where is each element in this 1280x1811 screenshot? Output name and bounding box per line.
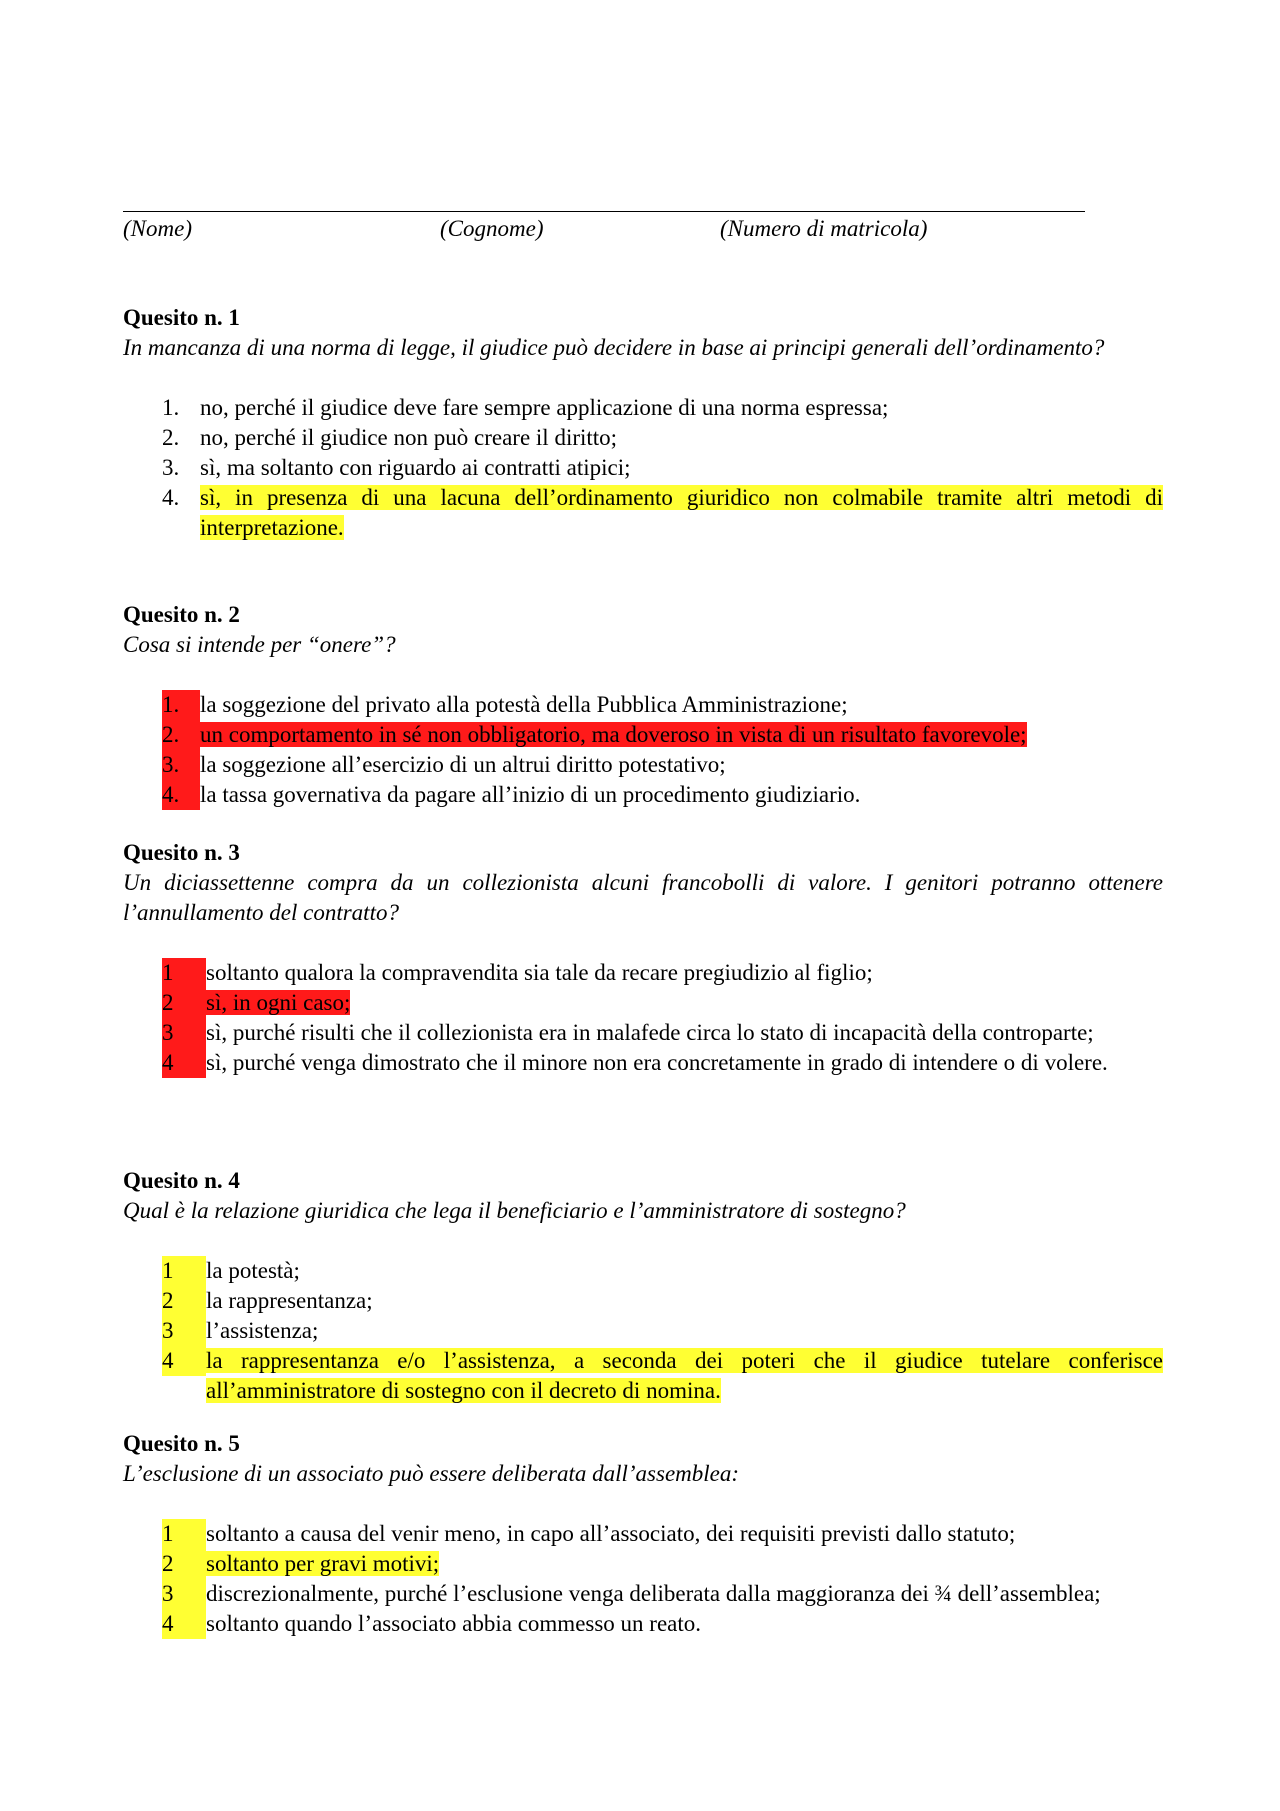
option-3 bbox=[123, 453, 1163, 483]
question-text: Qual è la relazione giuridica che lega il beneficiario e l’amministratore di sostegno? bbox=[123, 1198, 906, 1223]
option-text: la rappresentanza; bbox=[206, 1288, 373, 1313]
cognome-label: (Cognome) bbox=[440, 216, 544, 241]
question-title: Quesito n. 3 bbox=[123, 840, 240, 865]
question-text: In mancanza di una norma di legge, il giudice può decidere in base ai principi generali dell’ordinamento? bbox=[123, 335, 1105, 360]
option-text bbox=[200, 483, 1163, 543]
option-text: no, perché il giudice deve fare sempre applicazione di una norma espressa; bbox=[200, 395, 889, 420]
option-1 bbox=[123, 1519, 1163, 1549]
option-text: discrezionalmente, purché l’esclusione venga deliberata dalla maggioranza dei ¾ dell’assemblea; bbox=[206, 1581, 1101, 1606]
option-4 bbox=[123, 483, 1163, 543]
signature-line bbox=[123, 211, 1085, 212]
question-2 bbox=[123, 600, 1163, 810]
question-title: Quesito n. 4 bbox=[123, 1168, 240, 1193]
option-text bbox=[206, 1346, 1163, 1406]
option-number: 4 bbox=[162, 1609, 206, 1639]
question-4 bbox=[123, 1166, 1163, 1406]
option-number: 3. bbox=[162, 750, 200, 780]
option-2 bbox=[123, 1549, 1163, 1579]
option-1 bbox=[123, 690, 1163, 720]
option-number: 2 bbox=[162, 1286, 206, 1316]
option-2 bbox=[123, 988, 1163, 1018]
options-list bbox=[123, 1256, 1163, 1406]
option-text: la soggezione all’esercizio di un altrui diritto potestativo; bbox=[200, 752, 726, 777]
option-number: 1 bbox=[162, 1519, 206, 1549]
option-number: 2 bbox=[162, 988, 206, 1018]
option-2 bbox=[123, 1286, 1163, 1316]
highlighted-answer: un comportamento in sé non obbligatorio, ma doveroso in vista di un risultato favorevole; bbox=[200, 722, 1027, 747]
option-number: 4. bbox=[162, 780, 200, 810]
question-title: Quesito n. 1 bbox=[123, 305, 240, 330]
option-1 bbox=[123, 1256, 1163, 1286]
option-number: 1. bbox=[162, 690, 200, 720]
option-2 bbox=[123, 423, 1163, 453]
option-number: 3 bbox=[162, 1018, 206, 1048]
option-text: soltanto qualora la compravendita sia tale da recare pregiudizio al figlio; bbox=[206, 960, 873, 985]
option-4 bbox=[123, 780, 1163, 810]
option-number: 3 bbox=[162, 1316, 206, 1346]
option-number: 4. bbox=[162, 485, 180, 510]
option-text: la potestà; bbox=[206, 1258, 300, 1283]
nome-label: (Nome) bbox=[123, 216, 192, 241]
option-number: 4 bbox=[162, 1048, 206, 1078]
option-text: sì, purché venga dimostrato che il minore non era concretamente in grado di intendere o di volere. bbox=[206, 1050, 1108, 1075]
option-4 bbox=[123, 1609, 1163, 1639]
highlighted-answer: soltanto per gravi motivi; bbox=[206, 1551, 440, 1576]
option-text: soltanto quando l’associato abbia commesso un reato. bbox=[206, 1611, 702, 1636]
highlighted-answer: sì, in presenza di una lacuna dell’ordinamento giuridico non colmabile tramite altri metodi di interpretazione. bbox=[200, 485, 1163, 540]
options-list bbox=[123, 958, 1163, 1078]
question-title: Quesito n. 2 bbox=[123, 602, 240, 627]
option-number: 3 bbox=[162, 1579, 206, 1609]
options-list bbox=[123, 690, 1163, 810]
option-number: 4 bbox=[162, 1346, 206, 1376]
matricola-label: (Numero di matricola) bbox=[720, 216, 928, 241]
option-1 bbox=[123, 958, 1163, 988]
option-text: no, perché il giudice non può creare il diritto; bbox=[200, 425, 618, 450]
option-text: la tassa governativa da pagare all’inizio di un procedimento giudiziario. bbox=[200, 782, 861, 807]
option-3 bbox=[123, 750, 1163, 780]
question-text: Un diciassettenne compra da un collezionista alcuni francobolli di valore. I genitori potranno ottenere l’annullamento del contratto? bbox=[123, 870, 1163, 925]
option-number: 1 bbox=[162, 1256, 206, 1286]
option-number: 2 bbox=[162, 1549, 206, 1579]
option-4 bbox=[123, 1048, 1163, 1078]
option-number: 1 bbox=[162, 958, 206, 988]
option-text: la soggezione del privato alla potestà della Pubblica Amministrazione; bbox=[200, 692, 848, 717]
option-text: soltanto a causa del venir meno, in capo all’associato, dei requisiti previsti dallo statuto; bbox=[206, 1521, 1016, 1546]
option-text: sì, purché risulti che il collezionista era in malafede circa lo stato di incapacità della controparte; bbox=[206, 1020, 1094, 1045]
option-2 bbox=[123, 720, 1163, 750]
options-list bbox=[123, 1519, 1163, 1639]
question-3 bbox=[123, 838, 1163, 1078]
option-text: sì, ma soltanto con riguardo ai contratti atipici; bbox=[200, 455, 631, 480]
highlighted-answer: sì, in ogni caso; bbox=[206, 990, 351, 1015]
option-number: 1. bbox=[162, 395, 180, 420]
option-number: 3. bbox=[162, 455, 180, 480]
option-text bbox=[200, 720, 1163, 750]
option-3 bbox=[123, 1018, 1163, 1048]
option-3 bbox=[123, 1579, 1163, 1609]
question-title: Quesito n. 5 bbox=[123, 1431, 240, 1456]
highlighted-answer: la rappresentanza e/o l’assistenza, a seconda dei poteri che il giudice tutelare conferisce all’amministratore di sostegno con il decreto di nomina. bbox=[206, 1348, 1163, 1403]
question-text: Cosa si intende per “onere”? bbox=[123, 632, 396, 657]
options-list bbox=[123, 393, 1163, 543]
option-text: l’assistenza; bbox=[206, 1318, 319, 1343]
question-text: L’esclusione di un associato può essere deliberata dall’assemblea: bbox=[123, 1461, 740, 1486]
option-1 bbox=[123, 393, 1163, 423]
option-number: 2. bbox=[162, 425, 180, 450]
option-4 bbox=[123, 1346, 1163, 1406]
option-3 bbox=[123, 1316, 1163, 1346]
option-number: 2. bbox=[162, 720, 200, 750]
option-text bbox=[206, 988, 1163, 1018]
option-text bbox=[206, 1549, 1163, 1579]
question-1 bbox=[123, 303, 1163, 543]
question-5 bbox=[123, 1429, 1163, 1639]
